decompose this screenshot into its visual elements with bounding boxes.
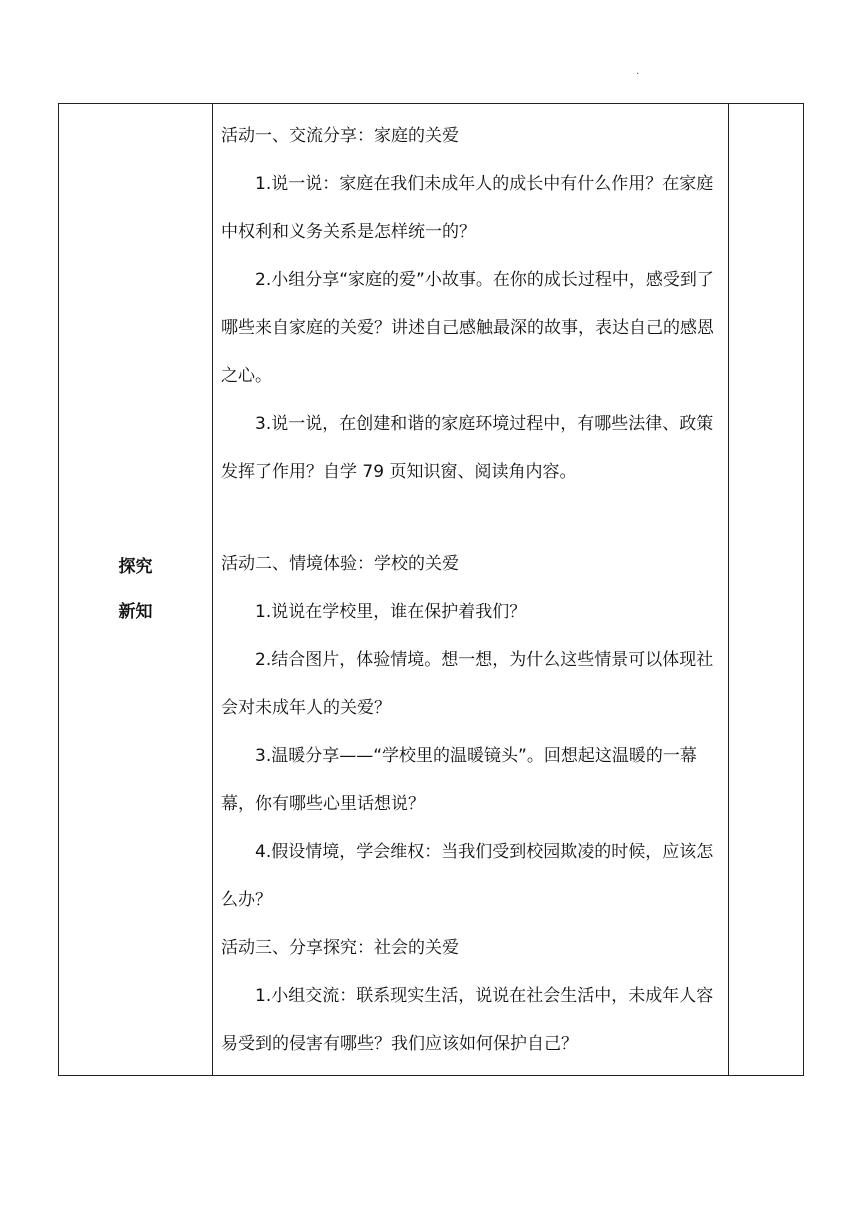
activity2-item-3: 3.温暖分享——“学校里的温暖镜头”。回想起这温暖的一幕幕，你有哪些心里话想说？ bbox=[221, 746, 697, 814]
activity3-heading: 活动三、分享探究：社会的关爱 bbox=[221, 938, 459, 958]
activity1-item-1: 1.说一说：家庭在我们未成年人的成长中有什么作用？在家庭中权利和义务关系是怎样统一的？ bbox=[221, 174, 714, 242]
activity3-item-1: 1.小组交流：联系现实生活，说说在社会生活中，未成年人容易受到的侵害有哪些？我们应该如何保护自己？ bbox=[221, 986, 714, 1054]
lesson-table bbox=[58, 103, 804, 1076]
activity2-item-1: 1.说说在学校里，谁在保护着我们？ bbox=[255, 602, 527, 622]
content-body bbox=[213, 104, 728, 1068]
activity1-item-2: 2.小组分享“家庭的爱”小故事。在你的成长过程中，感受到了哪些来自家庭的关爱？讲述自己感触最深的故事，表达自己的感恩之心。 bbox=[221, 270, 714, 386]
table-row bbox=[59, 104, 804, 1076]
activity1-item-3: 3.说一说，在创建和谐的家庭环境过程中，有哪些法律、政策发挥了作用？自学 79 页知识窗、阅读角内容。 bbox=[221, 414, 714, 482]
notes-cell bbox=[729, 104, 804, 1076]
spacer bbox=[221, 496, 722, 540]
section-label-cell bbox=[59, 104, 213, 1076]
activity2-item-4: 4.假设情境，学会维权：当我们受到校园欺凌的时候，应该怎么办？ bbox=[221, 842, 714, 910]
section-label-line-2: 新知 bbox=[118, 601, 153, 622]
content-cell bbox=[213, 104, 729, 1076]
section-label-line-1: 探究 bbox=[118, 556, 153, 577]
activity2-heading: 活动二、情境体验：学校的关爱 bbox=[221, 554, 459, 574]
activity1-heading: 活动一、交流分享：家庭的关爱 bbox=[221, 126, 459, 146]
activity2-item-2: 2.结合图片，体验情境。想一想，为什么这些情景可以体现社会对未成年人的关爱？ bbox=[221, 650, 714, 718]
header-mark: . bbox=[636, 66, 640, 77]
